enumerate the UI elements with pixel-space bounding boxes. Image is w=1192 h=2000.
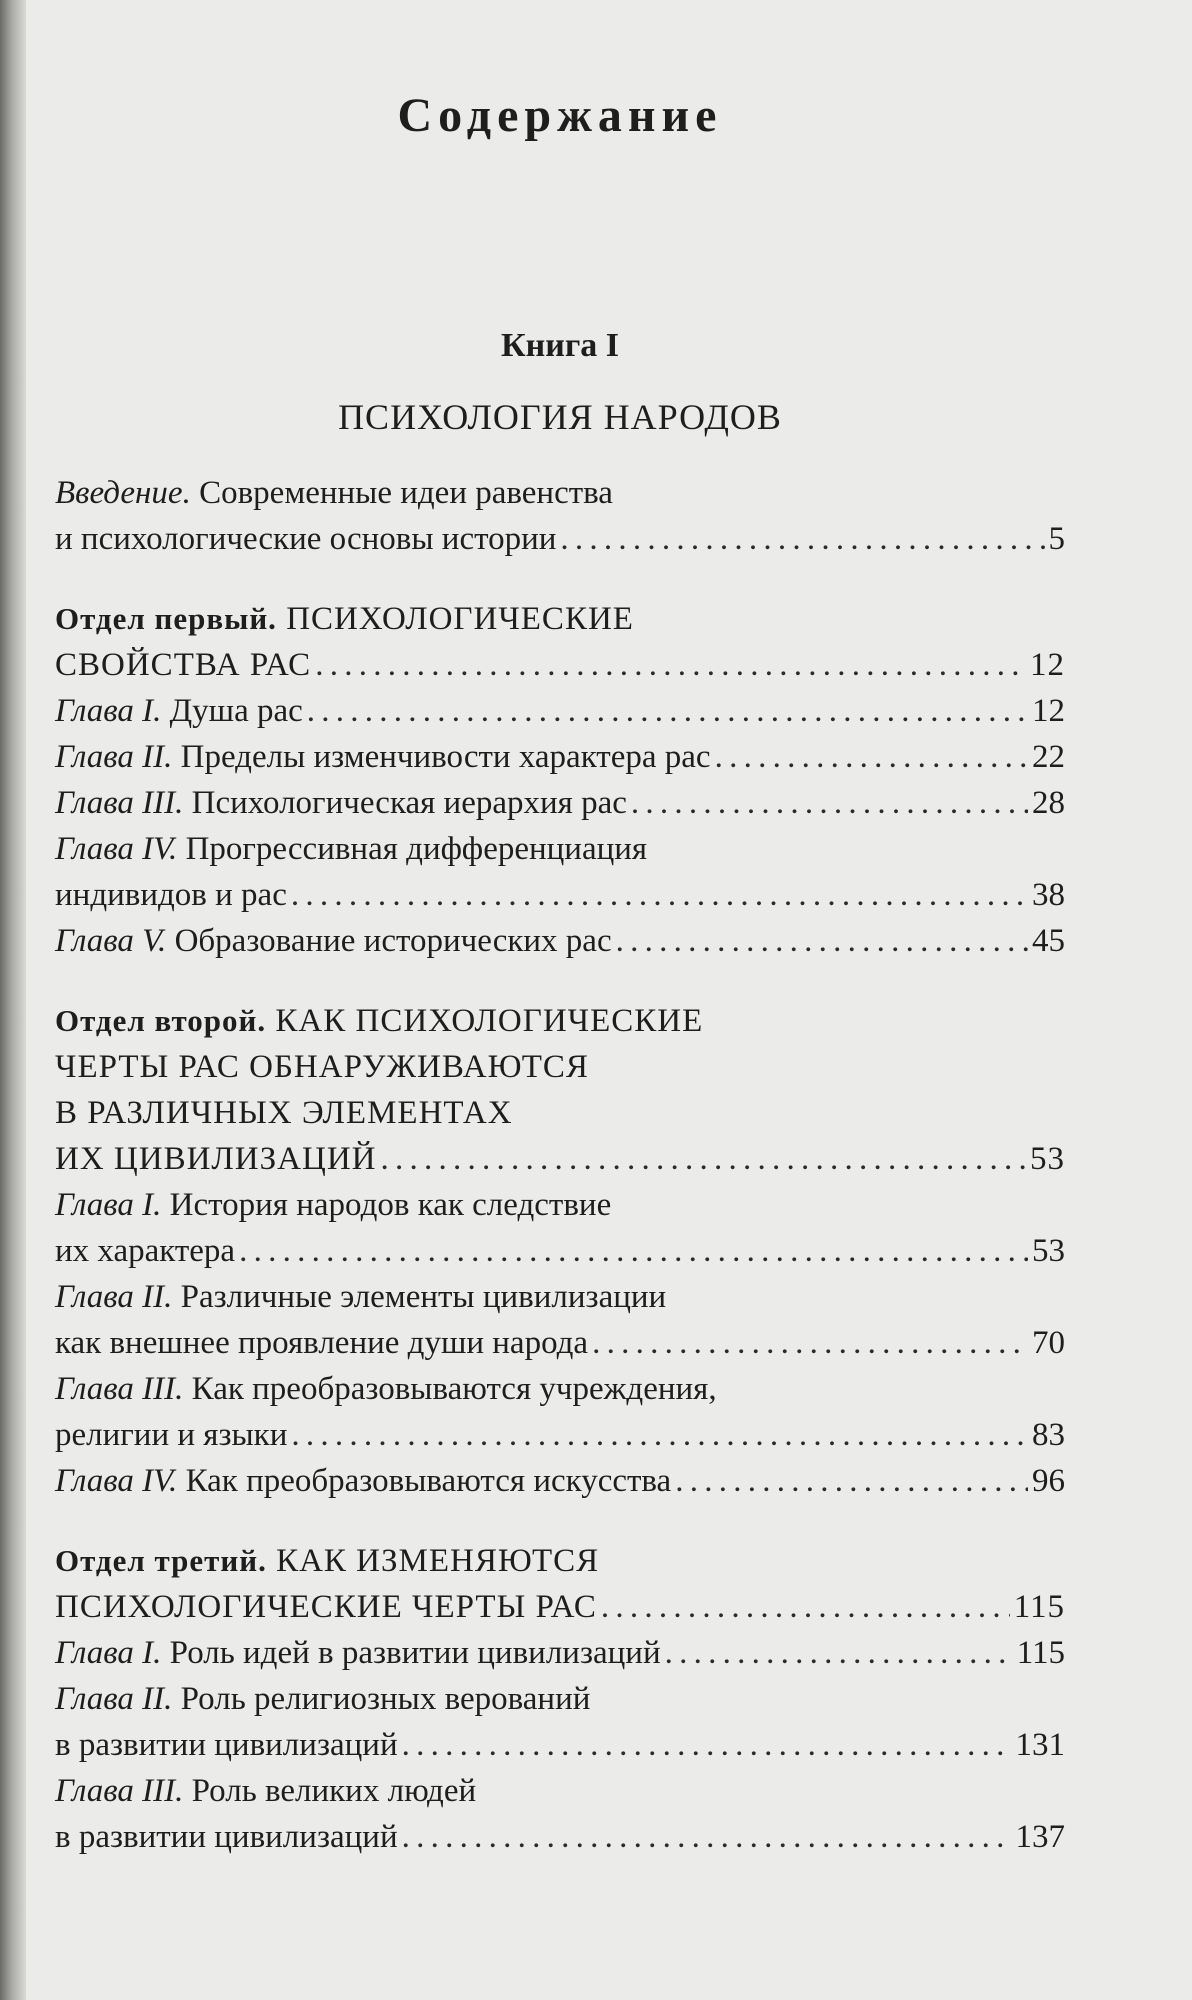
page-number: 12 xyxy=(1032,693,1065,729)
chapter-title-cont: в развитии цивилизаций xyxy=(55,1727,398,1763)
section-title-cont: ПСИХОЛОГИЧЕСКИЕ ЧЕРТЫ РАС xyxy=(55,1589,597,1625)
section-label: Отдел второй. xyxy=(55,1003,267,1038)
section-label: Отдел третий. xyxy=(55,1543,267,1578)
toc-chapter[interactable] xyxy=(55,918,1065,964)
dot-leader xyxy=(616,918,1028,964)
page-number: 22 xyxy=(1032,739,1065,775)
toc-section-part3[interactable] xyxy=(55,1538,1065,1630)
page-number: 53 xyxy=(1030,1141,1065,1177)
section-label: Отдел первый. xyxy=(55,601,277,636)
chapter-label: Глава II. xyxy=(55,739,173,775)
dot-leader xyxy=(631,780,1028,826)
page-number: 131 xyxy=(1015,1727,1065,1763)
dot-leader xyxy=(307,688,1028,734)
dot-leader xyxy=(291,872,1028,918)
chapter-label: Глава IV. xyxy=(55,1463,178,1499)
chapter-label: Глава I. xyxy=(55,693,162,729)
chapter-title: Душа рас xyxy=(169,693,303,729)
chapter-title-cont: их характера xyxy=(55,1233,236,1269)
toc-chapter[interactable] xyxy=(55,826,1065,918)
chapter-title: Как преобразовываются искусства xyxy=(185,1463,672,1499)
toc-chapter[interactable] xyxy=(55,1458,1065,1504)
toc-chapter[interactable] xyxy=(55,1182,1065,1274)
toc-chapter[interactable] xyxy=(55,1366,1065,1458)
chapter-title-cont: религии и языки xyxy=(55,1417,288,1453)
section-title-cont: ИХ ЦИВИЛИЗАЦИЙ xyxy=(55,1141,377,1177)
toc-chapter[interactable] xyxy=(55,780,1065,826)
chapter-label: Глава III. xyxy=(55,1371,184,1407)
section-title: КАК ИЗМЕНЯЮТСЯ xyxy=(276,1543,600,1579)
section-title: ПСИХОЛОГИЧЕСКИЕ xyxy=(286,601,634,637)
chapter-label: Глава I. xyxy=(55,1187,162,1223)
dot-leader xyxy=(239,1228,1028,1274)
chapter-title: Различные элементы цивилизации xyxy=(180,1279,667,1315)
entry-label: Введение. xyxy=(55,475,191,511)
page-number: 45 xyxy=(1032,923,1065,959)
chapter-title-cont: в развитии цивилизаций xyxy=(55,1819,398,1855)
chapter-label: Глава III. xyxy=(55,785,184,821)
chapter-title: Психологическая иерархия рас xyxy=(191,785,627,821)
dot-leader xyxy=(715,734,1028,780)
chapter-label: Глава II. xyxy=(55,1681,173,1717)
section-title-cont: СВОЙСТВА РАС xyxy=(55,647,312,683)
toc-chapter[interactable] xyxy=(55,1676,1065,1768)
page-number: 53 xyxy=(1032,1233,1065,1269)
chapter-title-cont: как внешнее проявление души народа xyxy=(55,1325,589,1361)
entry-text-cont: и психологические основы истории xyxy=(55,521,557,557)
dot-leader xyxy=(665,1630,1013,1676)
page-number: 96 xyxy=(1032,1463,1065,1499)
page-number: 115 xyxy=(1016,1635,1065,1671)
toc-entry-intro[interactable] xyxy=(55,470,1065,562)
page-number: 5 xyxy=(1048,521,1065,557)
page-number: 70 xyxy=(1032,1325,1065,1361)
book-label: Книга I xyxy=(500,327,619,364)
page-number: 38 xyxy=(1032,877,1065,913)
dot-leader xyxy=(402,1814,1012,1860)
chapter-title-cont: индивидов и рас xyxy=(55,877,287,913)
dot-leader xyxy=(601,1584,1010,1630)
dot-leader xyxy=(381,1136,1027,1182)
chapter-title: Роль идей в развитии цивилизаций xyxy=(169,1635,661,1671)
chapter-title: История народов как следствие xyxy=(169,1187,612,1223)
section-title-cont: В РАЗЛИЧНЫХ ЭЛЕМЕНТАХ xyxy=(55,1095,513,1131)
page-binding-shadow xyxy=(0,0,26,2000)
chapter-title: Образование исторических рас xyxy=(174,923,612,959)
dot-leader xyxy=(315,642,1026,688)
section-title: КАК ПСИХОЛОГИЧЕСКИЕ xyxy=(275,1003,704,1039)
dot-leader xyxy=(592,1320,1028,1366)
chapter-title: Прогрессивная дифференциация xyxy=(185,831,648,867)
page-number: 28 xyxy=(1032,785,1065,821)
section-title-cont: ЧЕРТЫ РАС ОБНАРУЖИВАЮТСЯ xyxy=(55,1049,589,1085)
toc-chapter[interactable] xyxy=(55,734,1065,780)
dot-leader xyxy=(291,1412,1028,1458)
book-title: ПСИХОЛОГИЯ НАРОДОВ xyxy=(338,397,782,437)
page-title: Содержание xyxy=(397,89,723,142)
dot-leader xyxy=(675,1458,1028,1504)
toc-section-part1[interactable] xyxy=(55,596,1065,688)
toc-section-part2[interactable] xyxy=(55,998,1065,1182)
toc-chapter[interactable] xyxy=(55,688,1065,734)
chapter-title: Как преобразовываются учреждения, xyxy=(191,1371,717,1407)
dot-leader xyxy=(560,516,1044,562)
chapter-title: Роль великих людей xyxy=(191,1773,477,1809)
chapter-label: Глава II. xyxy=(55,1279,173,1315)
table-of-contents xyxy=(55,470,1065,1860)
book-page xyxy=(55,0,1065,2000)
toc-chapter[interactable] xyxy=(55,1274,1065,1366)
chapter-label: Глава IV. xyxy=(55,831,178,867)
chapter-label: Глава I. xyxy=(55,1635,162,1671)
chapter-label: Глава V. xyxy=(55,923,167,959)
page-number: 137 xyxy=(1015,1819,1065,1855)
chapter-label: Глава III. xyxy=(55,1773,184,1809)
page-number: 115 xyxy=(1013,1589,1065,1625)
toc-chapter[interactable] xyxy=(55,1630,1065,1676)
toc-chapter[interactable] xyxy=(55,1768,1065,1860)
dot-leader xyxy=(402,1722,1012,1768)
chapter-title: Пределы изменчивости характера рас xyxy=(180,739,711,775)
entry-text: Современные идеи равенства xyxy=(199,475,613,511)
page-number: 83 xyxy=(1032,1417,1065,1453)
page-number: 12 xyxy=(1030,647,1065,683)
chapter-title: Роль религиозных верований xyxy=(180,1681,591,1717)
